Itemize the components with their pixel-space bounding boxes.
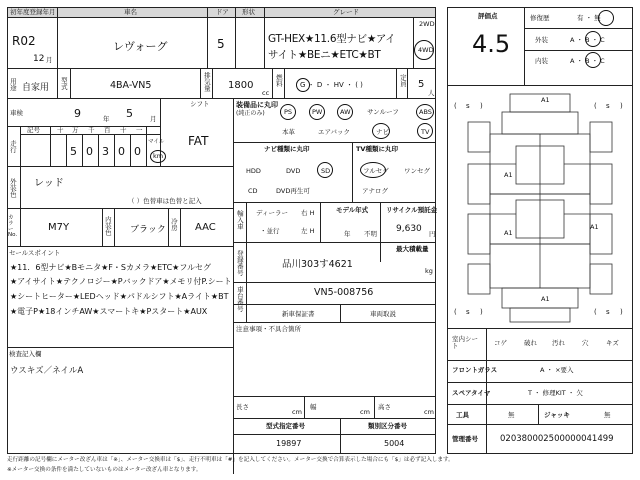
- navi-type-item: CD: [248, 187, 258, 195]
- divider: [114, 208, 115, 246]
- interior-color-label: 内装色: [103, 216, 112, 236]
- divider: [20, 208, 21, 246]
- divider: [352, 142, 353, 202]
- purpose-label: 用途: [8, 78, 17, 91]
- divider: [82, 134, 83, 166]
- equipment-title: 装備品に丸印: [236, 101, 278, 109]
- divider: [447, 382, 633, 383]
- diagram-mark: A1: [504, 229, 513, 237]
- divider: [200, 68, 201, 98]
- svg-text:(: (: [454, 102, 457, 110]
- divider: [233, 282, 436, 283]
- divider: [7, 347, 233, 348]
- equipment-subtitle: (純正のみ): [236, 110, 265, 117]
- divider: [233, 242, 436, 243]
- person-unit: 人: [428, 89, 435, 97]
- warranty-label: 新車保証書: [282, 310, 315, 318]
- first-reg-label: 初年度登録年月: [10, 8, 56, 16]
- car-name-label: 車名: [124, 8, 137, 16]
- color-no-label: カラー No.: [8, 215, 18, 239]
- divider: [524, 28, 633, 29]
- divider: [524, 7, 525, 85]
- exterior-label: 外装色: [8, 178, 17, 198]
- sales-point-line: ★アイサイト★テクノロジー★Pバックドア★メモリ付P.シート: [10, 277, 232, 286]
- glass-value: A ・ ×要入: [540, 366, 574, 374]
- divider: [57, 68, 58, 98]
- seat-label: 室内シート: [452, 335, 478, 350]
- divider: [233, 304, 436, 305]
- divider: [233, 396, 436, 397]
- inspection-label: 車検: [10, 109, 23, 117]
- diagram-mark: A1: [590, 223, 599, 231]
- first-reg-era: R02: [12, 34, 36, 48]
- divider: [180, 208, 181, 246]
- inspection-month: 5: [126, 107, 133, 120]
- cm-unit: cm: [360, 408, 370, 416]
- shift-label: シフト: [190, 100, 210, 108]
- exterior-value: レッド: [34, 178, 64, 189]
- class-number-value: 5004: [384, 439, 405, 448]
- exterior-note: （ ）色替車は色替と記入: [128, 197, 202, 205]
- divider: [413, 18, 414, 68]
- navi-type-item: HDD: [246, 167, 261, 175]
- ac-label: 冷房: [169, 218, 178, 231]
- jack-value: 無: [604, 411, 611, 419]
- import-right: 右 H: [301, 209, 315, 217]
- divider: [98, 134, 99, 166]
- import-label: 輸入車: [235, 210, 244, 230]
- equipment-item: 本革: [282, 128, 295, 136]
- interior-grade-label: 内装: [535, 57, 548, 65]
- svg-text:s: s: [606, 308, 610, 316]
- chassis-label: 車台番号: [235, 286, 244, 312]
- seat-item: キズ: [606, 339, 619, 347]
- length-label: 長さ: [236, 403, 249, 411]
- divider: [146, 126, 147, 166]
- tv-type-item: アナログ: [362, 187, 388, 195]
- divider: [447, 424, 633, 425]
- divider: [233, 434, 436, 435]
- divider: [233, 418, 436, 419]
- divider: [233, 202, 436, 203]
- divider: [264, 7, 265, 68]
- grade-line-2: サイト★BEニ★ETC★BT: [268, 49, 381, 61]
- footer-line-1: 走行距離の記号欄にメーター改ざん車は「※」、メーター交換車は「$」、走行不明車は「#」を記入してください。メーター交換で合算表示した場合にも「$」は必ず記入します。: [7, 457, 454, 463]
- km-label: km: [153, 152, 164, 160]
- divider: [7, 166, 233, 167]
- divider: [340, 304, 341, 322]
- mileage-col-label: 一: [136, 126, 143, 134]
- spare-value: T ・ 修理KIT ・ 欠: [528, 389, 583, 397]
- color-no-value: M7Y: [48, 222, 70, 233]
- import-dealer: ディーラー: [256, 209, 288, 217]
- displacement-label: 排気量: [202, 72, 211, 92]
- manual-label: 車両取説: [370, 310, 396, 318]
- divider: [447, 85, 633, 86]
- kg-label: kg: [425, 267, 433, 275]
- tools-label: 工具: [456, 411, 469, 419]
- divider: [7, 208, 233, 209]
- divider: [50, 126, 51, 166]
- equipment-item: サンルーフ: [367, 108, 399, 116]
- mileage-label: 走行: [8, 140, 17, 153]
- sales-point-line: ★11．6型ナビ★Bモニタ★F・Sカメラ★ETC★フルセグ: [10, 263, 212, 272]
- miles-label: マイル: [148, 139, 165, 145]
- shift-value: FAT: [188, 134, 209, 148]
- divider: [340, 418, 341, 454]
- divider: [130, 134, 131, 166]
- divider: [380, 202, 381, 262]
- mileage-digit: 5: [70, 145, 77, 158]
- divider: [20, 166, 21, 208]
- diagram-mark: A1: [541, 295, 550, 303]
- model-year-unknown: 不明: [364, 230, 377, 238]
- diagram-mark: A1: [541, 96, 550, 104]
- type-number-label: 型式指定番号: [266, 422, 305, 430]
- max-load-label: 最大積載量: [396, 245, 429, 253]
- mileage-col-label: 千: [88, 126, 95, 134]
- class-number-label: 類別区分番号: [368, 422, 407, 430]
- divider: [235, 7, 236, 68]
- sales-points-label: セールスポイント: [9, 249, 61, 257]
- svg-text:): ): [480, 308, 483, 316]
- divider: [272, 68, 273, 98]
- svg-text:): ): [620, 102, 623, 110]
- divider: [7, 68, 436, 69]
- purpose-value: 自家用: [22, 83, 50, 93]
- mgmt-value: 020380002500000041499: [500, 434, 614, 444]
- divider: [66, 134, 67, 166]
- model-year-label: モデル年式: [336, 206, 369, 214]
- exterior-grades: A ・ B ・ C: [570, 36, 605, 44]
- cc-label: cc: [262, 89, 270, 97]
- car-name: レヴォーグ: [113, 40, 168, 53]
- car-condition-diagram: [450, 88, 630, 326]
- grade-label: グレード: [333, 8, 359, 16]
- width-label: 幅: [310, 403, 317, 411]
- sales-point-line: ★シートヒーター★LEDヘッド★パドルシフト★Aライト★BT: [10, 292, 229, 301]
- repair-label: 修復歴: [530, 14, 550, 22]
- inspector-label: 検査記入欄: [9, 350, 42, 358]
- capacity-label: 定員: [398, 74, 407, 87]
- 4wd-label: 4WD: [418, 46, 434, 54]
- divider: [407, 68, 408, 98]
- equipment-item: PW: [312, 108, 323, 116]
- divider: [212, 68, 213, 98]
- divider: [114, 134, 115, 166]
- spare-label: スペアタイヤ: [452, 389, 491, 397]
- divider: [70, 68, 71, 98]
- notes-label: 注意事項・不具合箇所: [236, 325, 301, 333]
- door-count: 5: [217, 37, 225, 51]
- divider: [320, 202, 321, 242]
- plate-value: 品川303す4621: [282, 259, 353, 270]
- mgmt-label: 管理番号: [452, 435, 478, 443]
- recycle-value: 9,630: [396, 224, 422, 234]
- equipment-item: エアバック: [318, 128, 350, 136]
- first-reg-month-unit: 月: [46, 56, 53, 64]
- footer-line-2: ※メーター交換の条件を満たしていないものはメーター改ざん車となります。: [7, 467, 202, 473]
- equipment-item: ABS: [419, 108, 432, 116]
- diagram-mark: A1: [504, 171, 513, 179]
- mileage-col-label: 百: [104, 126, 111, 134]
- svg-text:): ): [620, 308, 623, 316]
- equipment-item: AW: [340, 108, 351, 116]
- equipment-item: TV: [421, 128, 430, 136]
- navi-type-item: DVD再生可: [276, 187, 310, 195]
- equipment-item: ナビ: [376, 128, 389, 136]
- cm-unit: cm: [292, 408, 302, 416]
- import-left: 左 H: [301, 227, 315, 235]
- yen-label: 円: [429, 230, 436, 238]
- divider: [396, 68, 397, 98]
- seat-item: 破れ: [524, 339, 537, 347]
- tv-type-item: フルセグ: [363, 167, 389, 175]
- exterior-grade-label: 外装: [535, 36, 548, 44]
- type-number-value: 19897: [276, 439, 302, 448]
- door-label: ドア: [216, 8, 229, 16]
- svg-text:(: (: [454, 308, 457, 316]
- plate-label: 登録番号: [235, 250, 244, 276]
- divider: [57, 7, 58, 68]
- divider: [374, 396, 375, 418]
- score-value: 4.5: [472, 30, 511, 58]
- interior-color-value: ブラック: [130, 225, 166, 235]
- seat-item: 穴: [582, 339, 589, 347]
- mileage-digit: 0: [118, 145, 125, 158]
- mileage-digit: 3: [102, 145, 109, 158]
- tools-value: 無: [508, 411, 515, 419]
- sales-point-line: ★電子P★18インチAW★スマートキ★Pスタート★AUX: [10, 307, 208, 316]
- divider: [538, 404, 539, 424]
- svg-text:(: (: [594, 308, 597, 316]
- divider: [207, 7, 208, 68]
- mileage-digit: 0: [86, 145, 93, 158]
- grade-line-1: GT-HEX★11.6型ナビ★アイ: [268, 33, 396, 45]
- score-label: 評価点: [478, 12, 498, 20]
- divider: [102, 208, 103, 246]
- svg-text:s: s: [466, 308, 470, 316]
- divider: [246, 202, 247, 242]
- divider: [447, 360, 633, 361]
- inspection-month-unit: 月: [150, 115, 157, 123]
- equipment-item: PS: [284, 108, 293, 116]
- divider: [20, 126, 21, 166]
- ac-value: AAC: [195, 222, 216, 233]
- divider: [233, 142, 436, 143]
- jack-label: ジャッキ: [544, 411, 570, 419]
- divider: [304, 396, 305, 418]
- capacity-value: 5: [418, 79, 425, 90]
- height-label: 高さ: [378, 403, 391, 411]
- mileage-col-label: 十: [120, 126, 127, 134]
- cm-unit: cm: [424, 408, 434, 416]
- navi-type-item: DVD: [286, 167, 301, 175]
- divider: [447, 404, 633, 405]
- divider: [524, 50, 633, 51]
- divider: [20, 134, 160, 135]
- mileage-col-label: 記号: [27, 126, 40, 134]
- divider: [447, 328, 633, 329]
- svg-text:s: s: [466, 102, 470, 110]
- 2wd-label: 2WD: [419, 20, 435, 28]
- displacement-value: 1800: [228, 80, 254, 91]
- mileage-col-label: 万: [72, 126, 79, 134]
- interior-grades: A ・ B ・ C: [570, 57, 605, 65]
- svg-text:(: (: [594, 102, 597, 110]
- divider: [168, 208, 169, 246]
- navi-type-item: SD: [321, 167, 331, 175]
- model-label: 型式: [59, 77, 68, 90]
- fuel-label: 燃料: [274, 74, 283, 87]
- model-value: 4BA-VN5: [110, 80, 152, 91]
- inspection-year: 9: [74, 107, 81, 120]
- recycle-label: リサイクル預託金: [386, 206, 438, 214]
- inspection-year-unit: 年: [103, 115, 110, 123]
- navi-type-title: ナビ種類に丸印: [264, 145, 310, 153]
- fuel-options: G ・ D ・ HV ・ ( ): [300, 81, 363, 89]
- divider: [284, 68, 285, 98]
- inspector-text: ウスキズ／ネイルA: [10, 366, 84, 376]
- svg-text:s: s: [606, 102, 610, 110]
- shape-label: 形状: [242, 8, 255, 16]
- import-parallel: ・並行: [260, 227, 280, 235]
- divider: [7, 98, 436, 99]
- seat-item: 汚れ: [552, 339, 565, 347]
- first-reg-month: 12: [33, 54, 45, 64]
- repair-options: 有 ・ 無: [577, 14, 601, 22]
- tv-type-item: ワンセグ: [404, 167, 430, 175]
- divider: [233, 322, 436, 323]
- chassis-value: VN5-008756: [314, 287, 374, 298]
- mileage-col-label: 十: [57, 126, 64, 134]
- glass-label: フロントガラス: [452, 366, 498, 374]
- svg-text:): ): [480, 102, 483, 110]
- mileage-digit: 0: [134, 145, 141, 158]
- tv-type-title: TV種類に丸印: [356, 145, 398, 153]
- model-year-unit: 年: [344, 230, 351, 238]
- divider: [7, 246, 233, 247]
- seat-item: コゲ: [494, 339, 507, 347]
